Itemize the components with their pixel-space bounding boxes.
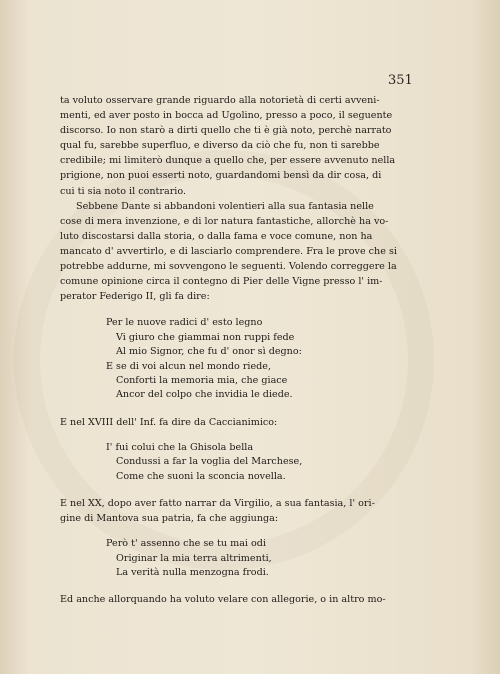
paragraph-1 — [60, 93, 438, 199]
text-line: cui ti sia noto il contrario. — [60, 185, 187, 197]
verse-line: E se di voi alcun nel mondo riede, — [106, 360, 272, 372]
text-line: gine di Mantova sua patria, fa che aggiunga: — [60, 513, 279, 525]
verse-line: Come che suoni la sconcia novella. — [116, 470, 286, 482]
verse-line: La verità nulla menzogna frodi. — [116, 567, 269, 579]
text-line: comune opinione circa il contegno di Pier delle Vigne presso l' im- — [60, 276, 383, 288]
text-line: prigione, non puoi esserti noto, guardandomi bensì da dir cosa, di — [60, 170, 382, 182]
intro-2 — [60, 415, 438, 430]
verse-line: Però t' assenno che se tu mai odi — [106, 538, 267, 550]
text-line: menti, ed aver posto in bocca ad Ugolino, presso a poco, il seguente — [60, 110, 393, 122]
intro-3 — [60, 496, 438, 526]
page-text — [60, 93, 438, 608]
text-line: ta voluto osservare grande riguardo alla notorietà di certi avveni- — [60, 95, 380, 106]
text-line: luto discostarsi dalla storia, o dalla fama e voce comune, non ha — [60, 230, 373, 242]
verse-quote-1 — [60, 316, 438, 402]
paragraph-2 — [60, 199, 438, 305]
verse-line: Condussi a far la voglia del Marchese, — [116, 456, 303, 468]
verse-line: Conforti la memoria mia, che giace — [116, 374, 288, 386]
verse-quote-2 — [60, 441, 438, 484]
verse-line: Originar la mia terra altrimenti, — [116, 552, 272, 564]
text-line: discorso. Io non starò a dirti quello che ti è già noto, perchè narrato — [60, 125, 392, 137]
text-line: Sebbene Dante si abbandoni volentieri alla sua fantasia nelle — [76, 200, 374, 212]
text-line: credibile; mi limiterò dunque a quello che, per essere avvenuto nella — [60, 155, 396, 167]
text-line: qual fu, sarebbe superfluo, e diverso da ciò che fu, non ti sarebbe — [60, 140, 380, 152]
text-line: mancato d' avvertirlo, e di lasciarlo comprendere. Fra le prove che si — [60, 245, 397, 257]
verse-line: Ancor del colpo che invidia le diede. — [116, 389, 293, 401]
verse-line: Per le nuove radici d' esto legno — [106, 317, 263, 329]
text-line: perator Federigo II, gli fa dire: — [60, 291, 210, 303]
verse-quote-3 — [60, 537, 438, 580]
verse-line: I' fui colui che la Ghisola bella — [106, 441, 254, 453]
verse-line: Vi giuro che giammai non ruppi fede — [116, 331, 295, 343]
text-line: potrebbe addurne, mi sovvengono le seguenti. Volendo correggere la — [60, 261, 397, 273]
page-number: 351 — [388, 73, 413, 88]
verse-line: Al mio Signor, che fu d' onor sì degno: — [116, 346, 302, 358]
text-line: E nel XX, dopo aver fatto narrar da Virgilio, a sua fantasia, l' ori- — [60, 498, 375, 510]
text-line: cose di mera invenzione, e di lor natura fantastiche, allorchè ha vo- — [60, 215, 389, 227]
closing-line — [60, 592, 438, 607]
text-line: E nel XVIII dell' Inf. fa dire da Caccianimico: — [60, 416, 278, 428]
text-line: Ed anche allorquando ha voluto velare con allegorie, o in altro mo- — [60, 594, 386, 606]
